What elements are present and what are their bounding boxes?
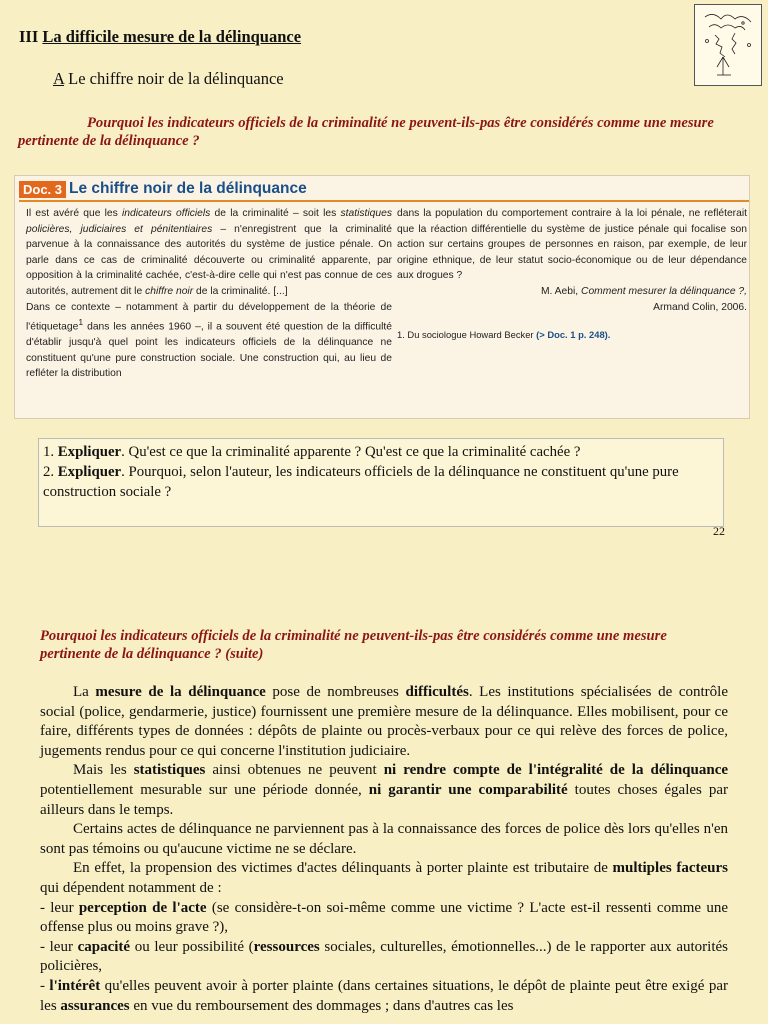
doc-paragraph: Dans ce contexte – notamment à partir du développement de la théorie de l'étiquetage$^1$ dans les années 1960 –, il a souvent été question de la difficulté d'établir jusqu'à quel point les indicateurs officiels de la délinquance ne constituent qu'une pure construction sociale. Une construction qui, au lieu de refléter la distribution [26,301,392,380]
illustration-thumbnail [694,4,762,86]
bullet-item: - leur perception de l'acte (se considère-t-on soi-même comme une victime ? L'acte est-il ressenti comme une offense plus ou moins grave ?), [40,899,728,936]
doc-left-column [26,206,392,382]
subsection-title-text: Le chiffre noir de la délinquance [68,69,284,88]
document-excerpt [14,175,750,419]
section-title [19,27,301,47]
doc-header [19,180,749,202]
bullet-item: - l'intérêt qu'elles peuvent avoir à porter plainte (dans certaines situations, le dépôt de plainte peut être exigé par les assurances en vue du remboursement des dommages ; dans d'autres cas les [40,977,729,1014]
page-number: 22 [713,524,725,538]
questions-box [38,438,724,527]
doc-paragraph: Il est avéré que les indicateurs officiels de la criminalité – soit les statistiques policières, judiciaires et pénitentiaires – n'enregistrent que la criminalité parvenue à la connaissance des autorités du système de justice pénale. On parle dans ce cas de criminalité découverte ou criminalité apparente, par opposition à la criminalité cachée, c'est-à-dire celle qui n'est pas connue de ces autorités, autrement dit le chiffre noir de la criminalité. [...] [26,208,392,297]
doc-title: Le chiffre noir de la délinquance [69,180,307,197]
doc-footnote: 1. Du sociologue Howard Becker (> Doc. 1 p. 248). [397,329,611,341]
doc-right-column [397,206,747,343]
question-heading: Pourquoi les indicateurs officiels de la criminalité ne peuvent-ils-pas être considérés comme une mesure pertinente de la délinquance ? [18,115,714,149]
scribble-drawing-icon [695,5,761,85]
question-item: 2. Expliquer. Pourquoi, selon l'auteur, les indicateurs officiels de la délinquance ne constituent qu'une pure construction sociale ? [43,464,679,500]
body-paragraph: Mais les statistiques ainsi obtenues ne peuvent ni rendre compte de l'intégralité de la délinquance potentiellement mesurable sur une période donnée, ni garantir une comparabilité toutes choses égales par ailleurs dans le temps. [40,762,729,818]
question-item: 1. Expliquer. Qu'est ce que la criminalité apparente ? Qu'est ce que la criminalité cachée ? [43,444,581,460]
doc-source: M. Aebi, Comment mesurer la délinquance ?, [540,285,747,297]
doc-paragraph: dans la population du comportement contraire à la loi pénale, ne refléterait que la réaction différentielle du système de justice pénale qui focalise son action sur certains groupes de personnes en raison, par exemple, de leur origine ethnique, de leur statut socio-économique ou de leur dépendance aux drogues ? [397,208,747,282]
doc-reference-link: (> Doc. 1 p. 248). [536,329,611,341]
doc-publisher: Armand Colin, 2006. [653,301,747,313]
body-text [40,683,728,1016]
doc-number-badge: Doc. 3 [19,181,66,198]
body-paragraph: La mesure de la délinquance pose de nombreuses difficultés. Les institutions spécialisées de contrôle social (police, gendarmerie, justice) fournissent une première mesure de la délinquance. Elles mobilisent, pour ce faire, différents types de données : dépôts de plainte ou procès-verbaux pour ce qui relève des forces de police, jugements rendus pour ce qui concerne l'institution judiciaire. [40,684,728,759]
question-heading-continued: Pourquoi les indicateurs officiels de la criminalité ne peuvent-ils-pas être considérés comme une mesure pertinente de la délinquance ? (suite) [40,628,667,662]
bullet-item: - leur capacité ou leur possibilité (ressources sociales, culturelles, émotionnelles...) de le rapporter aux autorités policières, [40,938,728,975]
subsection-letter: A [53,69,65,88]
section-number: III [19,27,39,46]
body-paragraph: Certains actes de délinquance ne parviennent pas à la connaissance des forces de police dès lors qu'elles n'en sont pas témoins ou qu'aucune victime ne se déclare. [40,821,728,857]
body-paragraph: En effet, la propension des victimes d'actes délinquants à porter plainte est tributaire de multiples facteurs qui dépendent notamment de : [40,860,728,896]
section-title-text: La difficile mesure de la délinquance [42,27,302,46]
subsection-title [53,69,284,89]
